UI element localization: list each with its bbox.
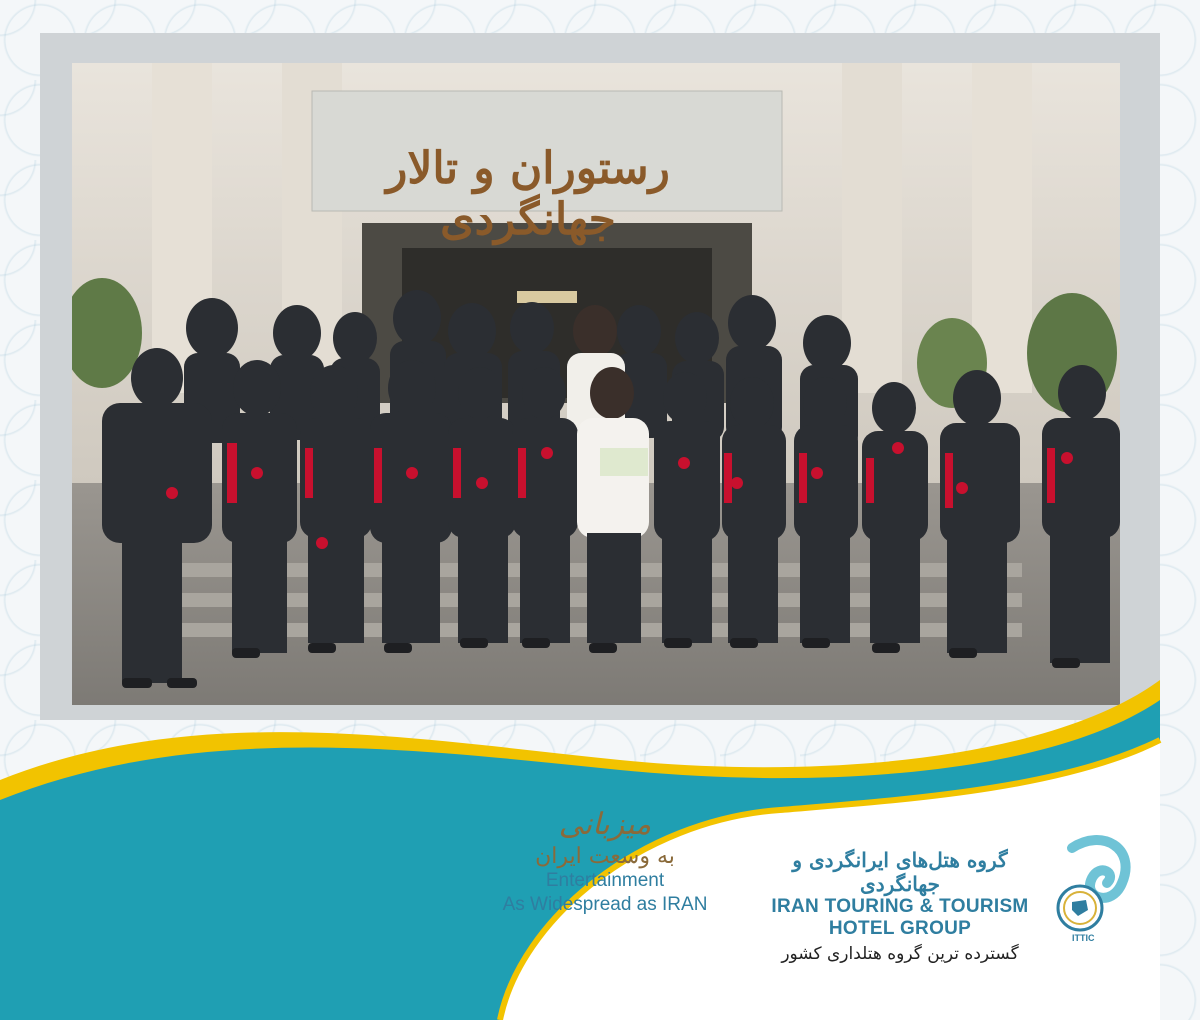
- hotel-group-english-line-2: HOTEL GROUP: [828, 918, 972, 939]
- ittic-logo-label: ITTIC: [1072, 933, 1095, 943]
- ittic-logo-icon: [1042, 828, 1142, 948]
- hotel-group-persian-title: گروه هتل‌های ایرانگردی و جهانگردی: [792, 848, 1008, 896]
- hotel-group-block: [760, 848, 1040, 964]
- slogan-block: [500, 807, 710, 917]
- hotel-group-tagline: گسترده ترین گروه هتلداری کشور: [781, 944, 1019, 964]
- hotel-group-english-line-1: IRAN TOURING & TOURISM: [771, 896, 1029, 917]
- slogan-line-1: Entertainment: [545, 870, 665, 891]
- slogan-persian-script: میزبانی: [558, 807, 652, 842]
- restaurant-sign: رستوران و تالار جهانگردی: [386, 143, 670, 245]
- slogan-persian-sub: به وسعت ایران: [535, 844, 675, 869]
- slogan-line-2: As Widespread as IRAN: [502, 894, 708, 915]
- team-photo: [72, 63, 1120, 705]
